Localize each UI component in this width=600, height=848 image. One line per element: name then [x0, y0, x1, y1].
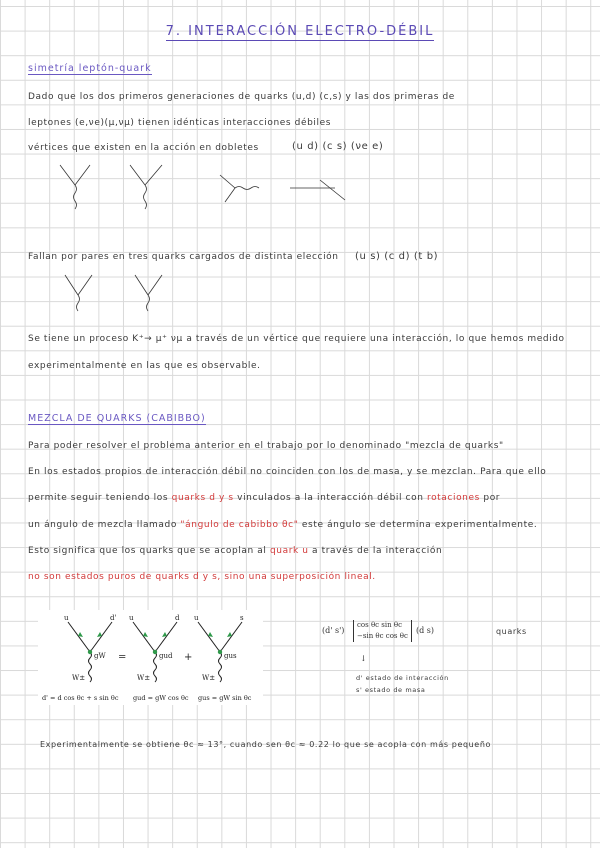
text-line: Fallan por pares en tres quarks cargados de distinta elección — [28, 252, 339, 262]
arrow-down: ↓ — [360, 654, 367, 663]
matrix-vector: (d s) — [416, 626, 435, 635]
vertex-sketches — [50, 160, 350, 215]
equals-sign: = — [118, 652, 127, 663]
matrix-note: quarks — [496, 627, 527, 636]
label-gw: gW — [94, 652, 106, 660]
label-s: s — [240, 614, 244, 622]
text-line: leptones (e,νe)(μ,νμ) tienen idénticas interacciones débiles — [28, 118, 332, 128]
text-line: Dado que los dos primeros generaciones de quarks (u,d) (c,s) y las dos primeras de — [28, 92, 455, 102]
text-line: Esto significa que los quarks que se acoplan al quark u a través de la interacción — [28, 546, 443, 556]
page-title: 7. INTERACCIÓN ELECTRO-DÉBIL — [165, 24, 435, 39]
label-w: W± — [202, 674, 216, 682]
text-line: Para poder resolver el problema anterior en el trabajo por lo denominado "mezcla de quarks" — [28, 441, 504, 451]
text-line-red: no son estados puros de quarks d y s, sino una superposición lineal. — [28, 572, 376, 582]
vertex-sketches-2 — [60, 270, 180, 325]
label-gus: gus — [224, 652, 237, 660]
matrix-sub2: s' estado de masa — [356, 686, 426, 694]
matrix-sub1: d' estado de interacción — [356, 674, 449, 682]
label-d: d — [175, 614, 180, 622]
label-w: W± — [72, 674, 86, 682]
text-line: experimentalmente en las que es observable. — [28, 361, 261, 371]
section-heading-mezcla: MEZCLA DE QUARKS (CABIBBO) — [28, 413, 206, 424]
label-u: u — [64, 614, 69, 622]
footer-line: Experimentalmente se obtiene θc ≈ 13°, cuando sen θc ≈ 0.22 lo que se acopla con más pequeño — [40, 740, 491, 749]
feynman-diagram-figure — [38, 610, 263, 705]
label-u: u — [129, 614, 134, 622]
text-line: permite seguir teniendo los quarks d y s vinculados a la interacción débil con rotaciones por — [28, 493, 501, 503]
doublets: (u d) (c s) (νe e) — [292, 141, 384, 152]
doublets-2: (u s) (c d) (t b) — [355, 251, 439, 262]
matrix-lhs: (d' s') — [322, 626, 345, 635]
plus-sign: + — [184, 652, 193, 663]
label-w: W± — [137, 674, 151, 682]
label-u: u — [194, 614, 199, 622]
rotation-matrix: cos θc sin θc −sin θc cos θc — [353, 620, 412, 642]
section-heading-simetria: simetría leptón-quark — [28, 63, 152, 74]
text-line: Se tiene un proceso K⁺→ μ⁺ νμ a través de un vértice que requiere una interacción, lo que hemos medido — [28, 334, 565, 344]
text-line: En los estados propios de interacción débil no coinciden con los de masa, y se mezclan. Para que ello — [28, 467, 547, 477]
caption-gus: gus = gW sin θc — [198, 694, 252, 702]
caption-gud: gud = gW cos θc — [133, 694, 189, 702]
label-gud: gud — [159, 652, 173, 660]
caption-dprime: d' = d cos θc + s sin θc — [42, 694, 119, 702]
label-dprime: d' — [110, 614, 117, 622]
text-line: un ángulo de mezcla llamado "ángulo de cabibbo θc" este ángulo se determina experimentalmente. — [28, 520, 538, 530]
text-line: vértices que existen en la acción en dobletes — [28, 143, 259, 153]
